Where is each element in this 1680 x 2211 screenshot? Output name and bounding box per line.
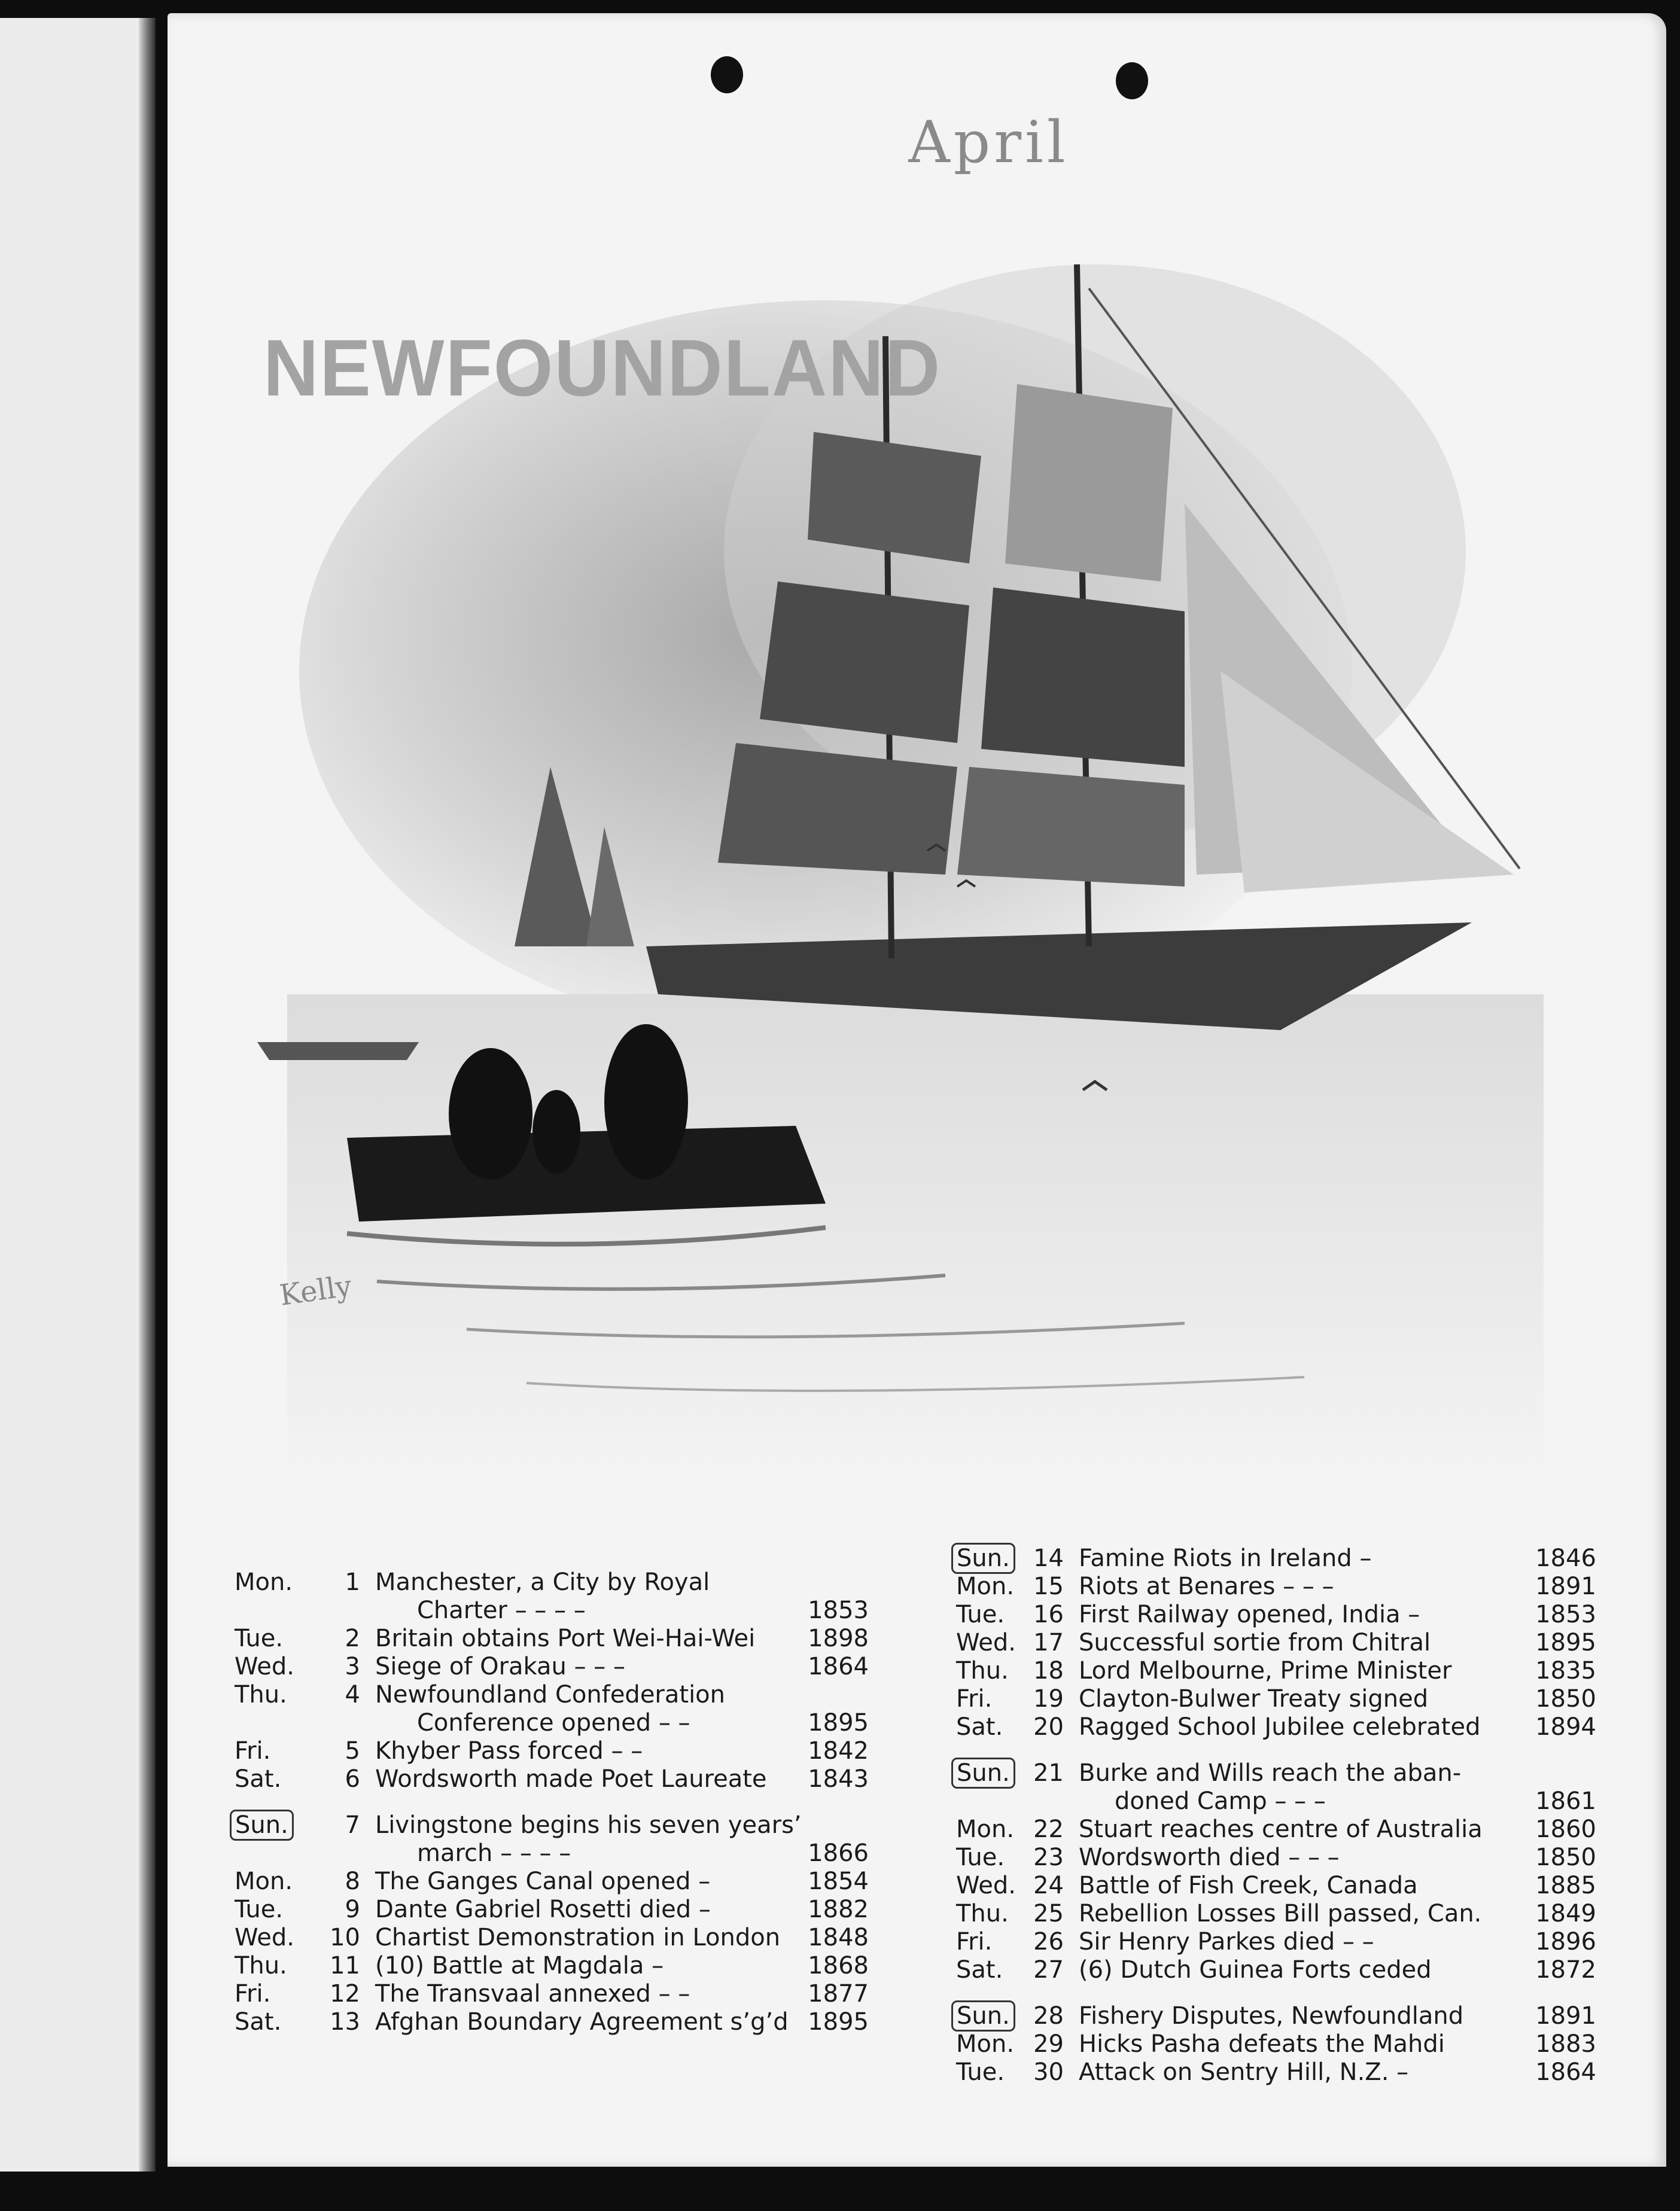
- fisherman: [532, 1090, 580, 1174]
- weekday-label: Fri.: [235, 1737, 271, 1765]
- event-text: Khyber Pass forced – –: [375, 1737, 643, 1765]
- weekday-label: Sun.: [951, 1543, 1015, 1574]
- event-year: 1895: [808, 2008, 869, 2036]
- event-year: 1872: [1535, 1956, 1596, 1984]
- calendar-entry: [235, 1765, 869, 1793]
- weekday: [235, 1868, 312, 1895]
- weekday-label: Fri.: [956, 1685, 993, 1713]
- date-number: 14: [1033, 1545, 1064, 1572]
- event-year: 1864: [808, 1653, 869, 1680]
- calendar-entry: [956, 1759, 1596, 1787]
- calendar-entry-continued: [235, 1840, 869, 1868]
- calendar-entry: [235, 1681, 869, 1709]
- event-text: Attack on Sentry Hill, N.Z. –: [1079, 2058, 1409, 2086]
- weekday: [956, 1685, 1025, 1713]
- weekday: [956, 1545, 1025, 1572]
- weekday: [956, 2002, 1025, 2030]
- weekday: [235, 2008, 312, 2036]
- calendar-entry: [235, 1625, 869, 1653]
- event-year: 1877: [808, 1980, 869, 2008]
- event-text: Wordsworth made Poet Laureate: [375, 1765, 767, 1793]
- event-text: Clayton-Bulwer Treaty signed: [1079, 1685, 1429, 1713]
- event-text-continued: doned Camp – – –: [1115, 1787, 1326, 1815]
- weekday: [235, 1653, 312, 1680]
- date-number: 5: [345, 1737, 360, 1765]
- calendar-entry: [235, 1896, 869, 1924]
- small-boat: [257, 1042, 419, 1060]
- event-year: 1898: [808, 1625, 869, 1652]
- calendar-entry: [235, 1980, 869, 2008]
- event-year: 1843: [808, 1765, 869, 1793]
- date-number: 26: [1033, 1928, 1064, 1956]
- weekday-label: Sat.: [235, 2008, 282, 2036]
- event-text: Newfoundland Confederation: [375, 1681, 725, 1708]
- weekday: [956, 2058, 1025, 2086]
- event-year: 1842: [808, 1737, 869, 1765]
- weekday-label: Thu.: [235, 1952, 287, 1979]
- event-text: Fishery Disputes, Newfoundland: [1079, 2002, 1464, 2030]
- date-number: 13: [330, 2008, 360, 2036]
- date-number: 1: [345, 1569, 360, 1596]
- date-number: 9: [345, 1896, 360, 1923]
- weekday: [956, 2030, 1025, 2058]
- weekday-label: Mon.: [235, 1569, 293, 1596]
- event-text: Sir Henry Parkes died – –: [1079, 1928, 1374, 1956]
- fisherman: [604, 1024, 688, 1180]
- weekday: [956, 1713, 1025, 1741]
- date-number: 30: [1033, 2058, 1064, 2086]
- event-text: Burke and Wills reach the aban-: [1079, 1759, 1462, 1787]
- weekday: [235, 1765, 312, 1793]
- events-right-column: [956, 1545, 1596, 2087]
- event-text: Manchester, a City by Royal: [375, 1569, 710, 1596]
- weekday-label: Tue.: [956, 1844, 1005, 1871]
- weekday-label: Sun.: [230, 1810, 294, 1841]
- event-year: 1896: [1535, 1928, 1596, 1956]
- event-year: 1891: [1535, 1573, 1596, 1600]
- month-title: April: [908, 109, 1069, 176]
- date-number: 6: [345, 1765, 360, 1793]
- calendar-entry-continued: [235, 1709, 869, 1737]
- event-text: Famine Riots in Ireland –: [1079, 1545, 1372, 1572]
- weekday: [956, 1657, 1025, 1685]
- event-text: Lord Melbourne, Prime Minister: [1079, 1657, 1452, 1685]
- event-year: 1860: [1535, 1816, 1596, 1843]
- event-text-continued: march – – – –: [417, 1840, 571, 1867]
- weekday-label: Wed.: [956, 1629, 1016, 1656]
- calendar-entry: [235, 1924, 869, 1952]
- event-year: 1850: [1535, 1844, 1596, 1871]
- calendar-entry: [235, 1811, 869, 1840]
- calendar-entry: [956, 1657, 1596, 1685]
- date-number: 28: [1033, 2002, 1064, 2030]
- date-number: 24: [1033, 1872, 1064, 1899]
- weekday-label: Tue.: [235, 1625, 284, 1652]
- weekday: [235, 1924, 312, 1951]
- event-text: Wordsworth died – – –: [1079, 1844, 1340, 1871]
- event-text: Dante Gabriel Rosetti died –: [375, 1896, 711, 1923]
- weekday: [956, 1759, 1025, 1787]
- facing-page: [0, 18, 154, 2172]
- fisherman: [449, 1048, 532, 1180]
- calendar-entry: [235, 1569, 869, 1597]
- event-text-continued: Conference opened – –: [417, 1709, 690, 1737]
- event-year: 1882: [808, 1896, 869, 1923]
- date-number: 25: [1033, 1900, 1064, 1927]
- weekday: [235, 1737, 312, 1765]
- date-number: 19: [1033, 1685, 1064, 1713]
- weekday: [956, 1629, 1025, 1656]
- calendar-entry: [235, 2008, 869, 2036]
- date-number: 11: [330, 1952, 360, 1979]
- calendar-entry: [956, 1844, 1596, 1872]
- calendar-page: [168, 13, 1666, 2167]
- event-year: 1835: [1535, 1657, 1596, 1685]
- event-year: 1894: [1535, 1713, 1596, 1741]
- weekday-label: Wed.: [235, 1924, 294, 1951]
- date-number: 3: [345, 1653, 360, 1680]
- weekday-label: Mon.: [235, 1868, 293, 1895]
- date-number: 15: [1033, 1573, 1064, 1600]
- event-text: The Ganges Canal opened –: [375, 1868, 711, 1895]
- date-number: 8: [345, 1868, 360, 1895]
- event-year: 1885: [1535, 1872, 1596, 1899]
- date-number: 27: [1033, 1956, 1064, 1984]
- weekday: [235, 1569, 312, 1596]
- event-text: (10) Battle at Magdala –: [375, 1952, 664, 1979]
- weekday: [235, 1811, 312, 1839]
- weekday: [956, 1816, 1025, 1843]
- event-year: 1891: [1535, 2002, 1596, 2030]
- calendar-entry: [956, 2030, 1596, 2058]
- event-year: 1861: [1535, 1787, 1596, 1815]
- calendar-entry: [956, 1956, 1596, 1984]
- date-number: 18: [1033, 1657, 1064, 1685]
- sail: [957, 767, 1185, 887]
- weekday-label: Wed.: [235, 1653, 294, 1680]
- weekday-label: Sat.: [956, 1956, 1003, 1984]
- event-year: 1848: [808, 1924, 869, 1951]
- page-spine-shadow: [139, 18, 156, 2172]
- weekday: [956, 1956, 1025, 1984]
- weekday-label: Thu.: [956, 1657, 1009, 1685]
- event-text: First Railway opened, India –: [1079, 1601, 1420, 1628]
- weekday-label: Tue.: [956, 2058, 1005, 2086]
- weekday-label: Sat.: [235, 1765, 282, 1793]
- sail: [760, 581, 969, 743]
- date-number: 21: [1033, 1759, 1064, 1787]
- calendar-entry-continued: [956, 1787, 1596, 1816]
- event-text: Rebellion Losses Bill passed, Can.: [1079, 1900, 1482, 1927]
- weekday: [235, 1952, 312, 1979]
- date-number: 4: [345, 1681, 360, 1708]
- event-year: 1850: [1535, 1685, 1596, 1713]
- event-year: 1895: [1535, 1629, 1596, 1656]
- weekday-label: Mon.: [956, 2030, 1015, 2058]
- calendar-entry: [956, 1545, 1596, 1573]
- weekday: [235, 1625, 312, 1652]
- calendar-entry: [235, 1952, 869, 1980]
- date-number: 12: [330, 1980, 360, 2008]
- sail: [981, 587, 1185, 767]
- event-year: 1866: [808, 1840, 869, 1867]
- date-number: 7: [345, 1811, 360, 1839]
- calendar-entry-continued: [235, 1597, 869, 1625]
- weekday-label: Fri.: [235, 1980, 271, 2008]
- calendar-entry: [235, 1737, 869, 1765]
- event-year: 1853: [1535, 1601, 1596, 1628]
- calendar-entry: [956, 1900, 1596, 1928]
- calendar-entry: [956, 2058, 1596, 2087]
- events-left-column: [235, 1569, 869, 2036]
- event-year: 1854: [808, 1868, 869, 1895]
- date-number: 2: [345, 1625, 360, 1652]
- weekday-label: Mon.: [956, 1573, 1015, 1600]
- event-text: Battle of Fish Creek, Canada: [1079, 1872, 1418, 1899]
- event-year: 1895: [808, 1709, 869, 1737]
- weekday: [235, 1681, 312, 1708]
- event-text: Britain obtains Port Wei-Hai-Wei: [375, 1625, 756, 1652]
- weekday-label: Sat.: [956, 1713, 1003, 1741]
- event-text: Chartist Demonstration in London: [375, 1924, 781, 1951]
- weekday: [956, 1573, 1025, 1600]
- date-number: 29: [1033, 2030, 1064, 2058]
- weekday: [235, 1896, 312, 1923]
- calendar-entry: [956, 1601, 1596, 1629]
- calendar-entry: [956, 1816, 1596, 1844]
- event-text: Successful sortie from Chitral: [1079, 1629, 1431, 1656]
- date-number: 16: [1033, 1601, 1064, 1628]
- sail: [1005, 384, 1173, 581]
- region-title: NEWFOUNDLAND: [263, 323, 942, 413]
- event-text: (6) Dutch Guinea Forts ceded: [1079, 1956, 1432, 1984]
- date-number: 10: [330, 1924, 360, 1951]
- event-year: 1853: [808, 1597, 869, 1624]
- calendar-entry: [956, 1629, 1596, 1657]
- weekday-label: Tue.: [956, 1601, 1005, 1628]
- weekday: [956, 1928, 1025, 1956]
- date-number: 17: [1033, 1629, 1064, 1656]
- event-year: 1849: [1535, 1900, 1596, 1927]
- event-text-continued: Charter – – – –: [417, 1597, 586, 1624]
- weekday-label: Tue.: [235, 1896, 284, 1923]
- weekday-label: Thu.: [956, 1900, 1009, 1927]
- calendar-entry: [956, 2002, 1596, 2030]
- calendar-entry: [956, 1685, 1596, 1713]
- event-text: Livingstone begins his seven years’: [375, 1811, 802, 1839]
- calendar-entry: [235, 1653, 869, 1681]
- weekday-label: Sun.: [951, 1758, 1015, 1789]
- calendar-entry: [956, 1872, 1596, 1900]
- calendar-entry: [235, 1868, 869, 1896]
- weekday-label: Mon.: [956, 1816, 1015, 1843]
- event-text: Ragged School Jubilee celebrated: [1079, 1713, 1481, 1741]
- event-text: Stuart reaches centre of Australia: [1079, 1816, 1483, 1843]
- calendar-entry: [956, 1928, 1596, 1956]
- weekday: [956, 1872, 1025, 1899]
- weekday: [235, 1980, 312, 2008]
- calendar-entry: [956, 1573, 1596, 1601]
- weekday: [956, 1844, 1025, 1871]
- weekday-label: Wed.: [956, 1872, 1016, 1899]
- event-year: 1864: [1535, 2058, 1596, 2086]
- weekday-label: Fri.: [956, 1928, 993, 1956]
- weekday-label: Thu.: [235, 1681, 287, 1708]
- date-number: 20: [1033, 1713, 1064, 1741]
- event-text: Siege of Orakau – – –: [375, 1653, 626, 1680]
- event-text: Hicks Pasha defeats the Mahdi: [1079, 2030, 1445, 2058]
- ship-illustration: [168, 13, 1666, 1545]
- event-text: Riots at Benares – – –: [1079, 1573, 1334, 1600]
- event-text: Afghan Boundary Agreement s’g’d: [375, 2008, 789, 2036]
- weekday-label: Sun.: [951, 2000, 1015, 2032]
- event-year: 1883: [1535, 2030, 1596, 2058]
- calendar-entry: [956, 1713, 1596, 1741]
- event-text: The Transvaal annexed – –: [375, 1980, 690, 2008]
- weekday: [956, 1900, 1025, 1927]
- event-year: 1868: [808, 1952, 869, 1979]
- date-number: 23: [1033, 1844, 1064, 1871]
- date-number: 22: [1033, 1816, 1064, 1843]
- event-year: 1846: [1535, 1545, 1596, 1572]
- weekday: [956, 1601, 1025, 1628]
- artist-signature: Kelly: [277, 1269, 354, 1312]
